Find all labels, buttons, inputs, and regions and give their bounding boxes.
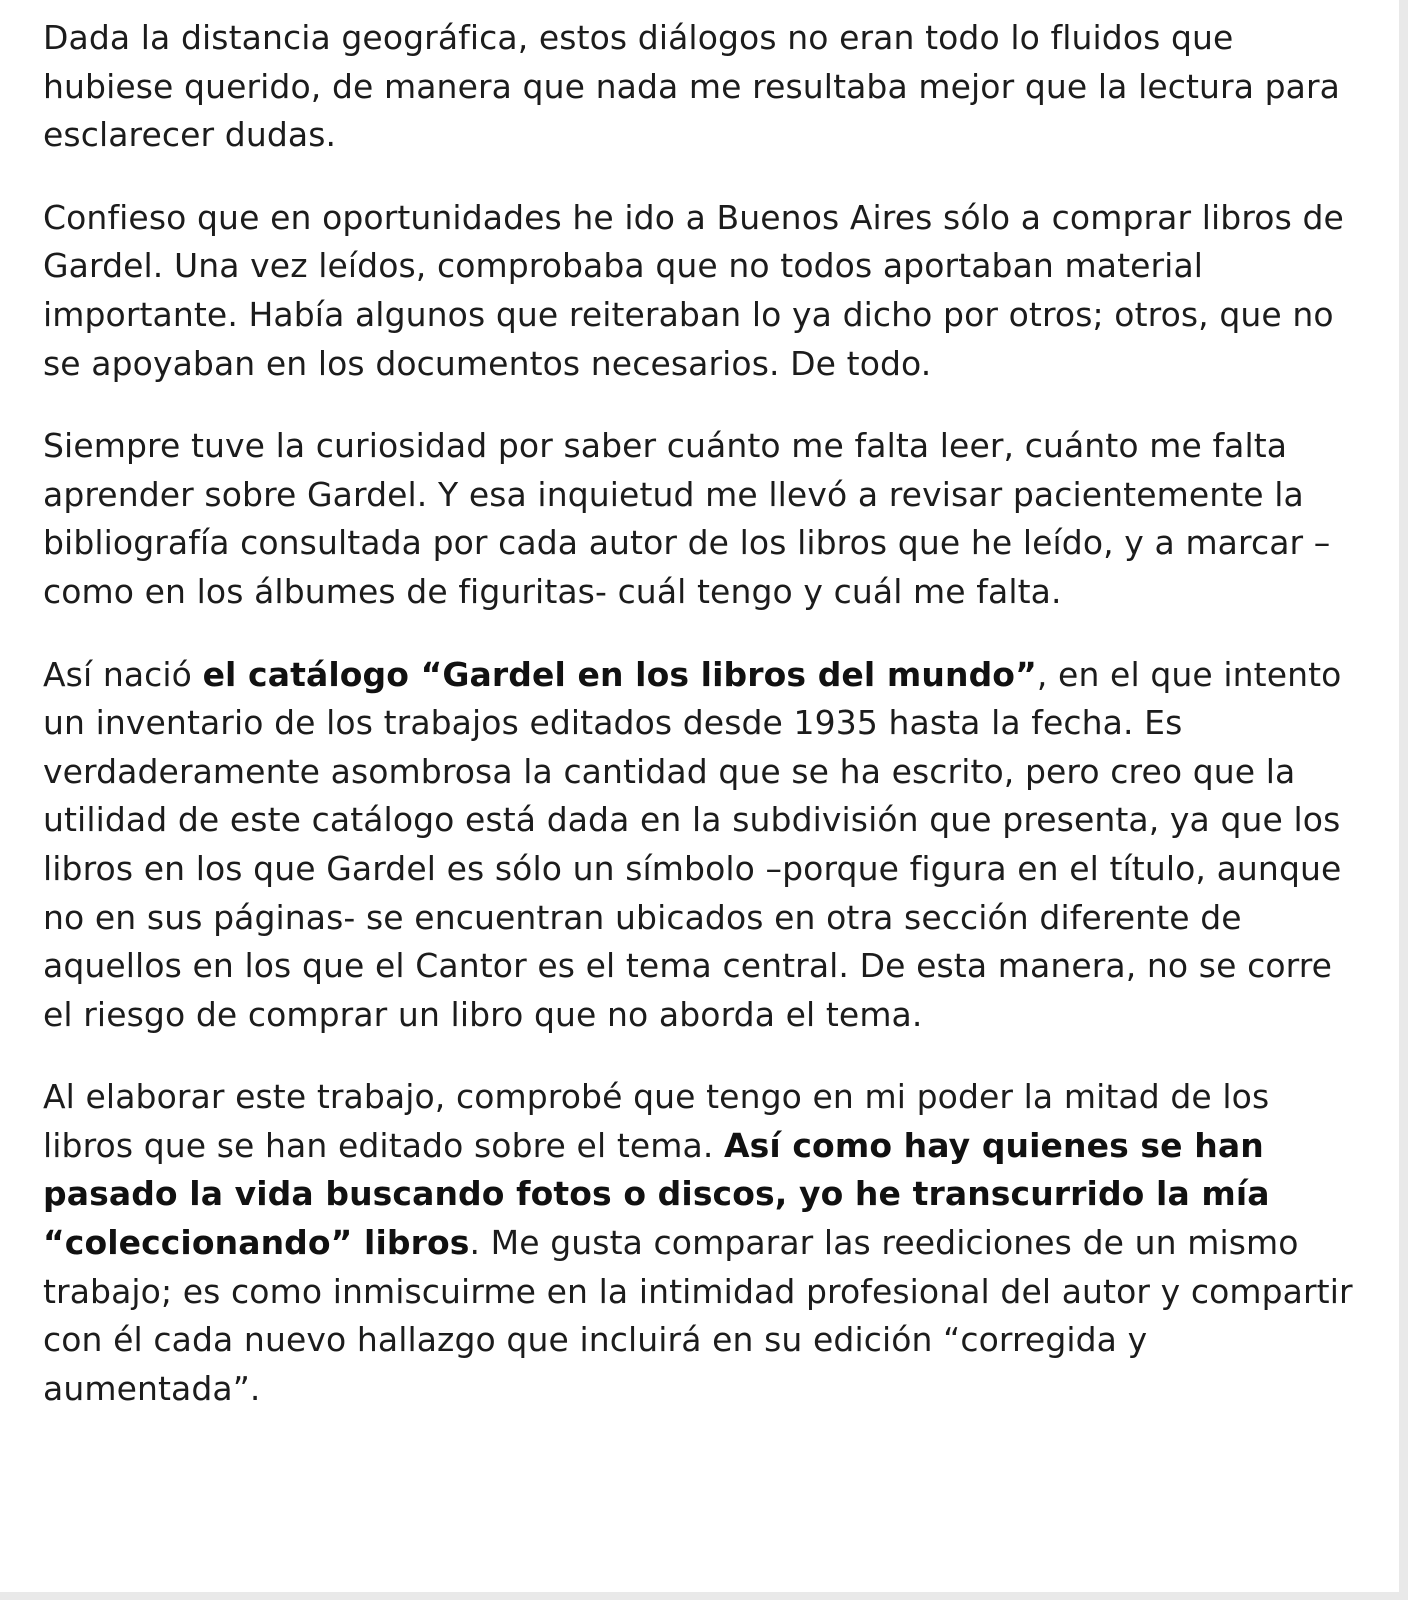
paragraph-text-after: . Me gusta comparar las reediciones de un mismo trabajo; es como inmiscuirme en la intimidad profesional del autor y compartir con él cada nuevo hallazgo que incluirá en su edición “corregida y aumentada”.	[43, 1223, 1353, 1408]
paragraph-text-after: , en el que intento un inventario de los trabajos editados desde 1935 hasta la fecha. Es verdaderamente asombrosa la cantidad que se ha escrito, pero creo que la utilidad de este catálogo está dada en la subdivisión que presenta, ya que los libros en los que Gardel es sólo un símbolo –porque figura en el título, aunque no en sus páginas- se encuentran ubicados en otra sección diferente de aquellos en los que el Cantor es el tema central. De esta manera, no se corre el riesgo de comprar un libro que no aborda el tema.	[43, 654, 1342, 1034]
article-body	[43, 14, 1368, 1447]
paragraph-curiosity	[43, 422, 1368, 616]
bottom-border	[0, 1592, 1408, 1600]
paragraph-text: Dada la distancia geográfica, estos diálogos no eran todo lo fluidos que hubiese querido, de manera que nada me resultaba mejor que la lectura para esclarecer dudas.	[43, 18, 1340, 155]
right-border	[1399, 0, 1408, 1600]
paragraph-collection	[43, 1073, 1368, 1413]
paragraph-text: Siempre tuve la curiosidad por saber cuánto me falta leer, cuánto me falta aprender sobre Gardel. Y esa inquietud me llevó a revisar pacientemente la bibliografía consultada por cada autor de los libros que he leído, y a marcar –como en los álbumes de figuritas- cuál tengo y cuál me falta.	[43, 426, 1331, 611]
paragraph-distance	[43, 14, 1368, 160]
collection-emphasis: Así como hay quienes se han pasado la vida buscando fotos o discos, yo he transcurrido la mía “coleccionando” libros	[43, 1125, 1270, 1263]
paragraph-text: Confieso que en oportunidades he ido a Buenos Aires sólo a comprar libros de Gardel. Una vez leídos, comprobaba que no todos aportaban material importante. Había algunos que reiteraban lo ya dicho por otros; otros, que no se apoyaban en los documentos necesarios. De todo.	[43, 197, 1344, 383]
paragraph-text-before: Así nació	[43, 654, 203, 694]
catalog-title-emphasis: el catálogo “Gardel en los libros del mundo”	[202, 654, 1037, 694]
paragraph-catalog	[43, 651, 1368, 1040]
paragraph-text-before: Al elaborar este trabajo, comprobé que tengo en mi poder la mitad de los libros que se han editado sobre el tema.	[43, 1077, 1270, 1165]
paragraph-buenos-aires	[43, 194, 1368, 388]
